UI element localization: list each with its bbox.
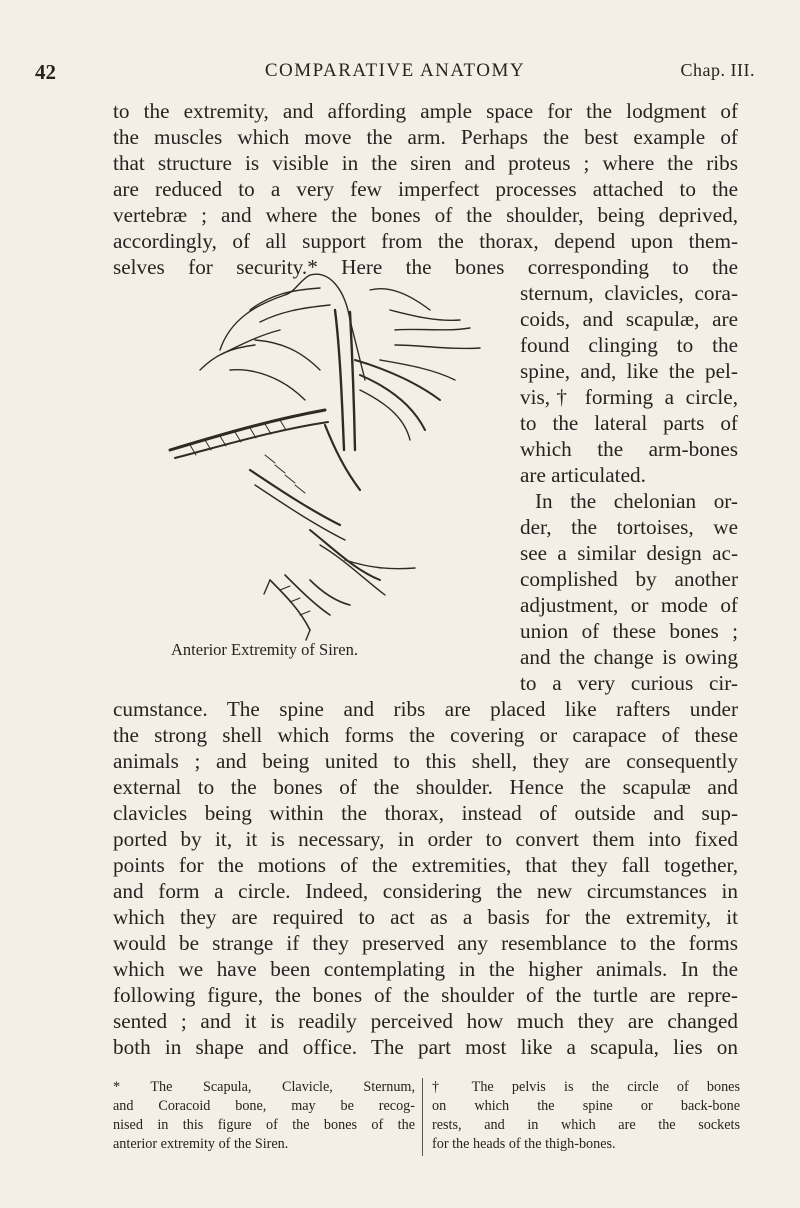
text-line: coids, and scapulæ, are: [520, 307, 738, 331]
page-number: 42: [35, 60, 56, 84]
figure-caption: Anterior Extremity of Siren.: [171, 640, 358, 659]
text-line: which the arm-bones: [520, 437, 738, 461]
text-line: are reduced to a very few imperfect processes attached to the: [113, 177, 738, 201]
text-line: to the extremity, and affording ample space for the lodgment of: [113, 99, 738, 123]
text-line: to the lateral parts of: [520, 411, 738, 435]
footnote-line: rests, and in which are the sockets: [432, 1117, 740, 1133]
text-line: clavicles being within the thorax, instead of outside and sup-: [113, 801, 738, 825]
text-line: found clinging to the: [520, 333, 738, 357]
footnote-line: † The pelvis is the circle of bones: [432, 1079, 740, 1095]
text-line: vertebræ ; and where the bones of the shoulder, being deprived,: [113, 203, 738, 227]
text-line: are articulated.: [520, 463, 646, 487]
footnote-divider: [422, 1078, 423, 1156]
footnote-line: * The Scapula, Clavicle, Sternum,: [113, 1079, 415, 1095]
text-line: selves for security.* Here the bones corresponding to the: [113, 255, 738, 279]
text-line: spine, and, like the pel-: [520, 359, 738, 383]
text-line: external to the bones of the shoulder. Hence the scapulæ and: [113, 775, 738, 799]
footnote-line: anterior extremity of the Siren.: [113, 1136, 289, 1152]
text-line: complished by another: [520, 567, 738, 591]
text-line: that structure is visible in the siren and proteus ; where the ribs: [113, 151, 738, 175]
text-line: would be strange if they preserved any resemblance to the forms: [113, 931, 738, 955]
text-line: points for the motions of the extremities, that they fall together,: [113, 853, 738, 877]
text-line: following figure, the bones of the shoulder of the turtle are repre-: [113, 983, 738, 1007]
text-line: der, the tortoises, we: [520, 515, 738, 539]
footnote-line: nised in this figure of the bones of the: [113, 1117, 415, 1133]
text-line: accordingly, of all support from the thorax, depend upon them-: [113, 229, 738, 253]
text-line: which they are required to act as a basis for the extremity, it: [113, 905, 738, 929]
footnote-line: for the heads of the thigh-bones.: [432, 1136, 616, 1152]
text-line: and the change is owing: [520, 645, 738, 669]
text-line: adjustment, or mode of: [520, 593, 738, 617]
text-line: which we have been contemplating in the higher animals. In the: [113, 957, 738, 981]
text-line: ported by it, it is necessary, in order to convert them into fixed: [113, 827, 738, 851]
text-line: the strong shell which forms the covering or carapace of these: [113, 723, 738, 747]
running-title: COMPARATIVE ANATOMY: [264, 60, 526, 81]
text-line: the muscles which move the arm. Perhaps the best example of: [113, 125, 738, 149]
text-line: sented ; and it is readily perceived how much they are changed: [113, 1009, 738, 1033]
text-line: vis,† forming a circle,: [520, 385, 738, 409]
siren-bones-illustration: [160, 250, 505, 645]
text-line: In the chelonian or-: [535, 489, 738, 513]
text-line: union of these bones ;: [520, 619, 738, 643]
text-line: cumstance. The spine and ribs are placed like rafters under: [113, 697, 738, 721]
footnote-line: on which the spine or back-bone: [432, 1098, 740, 1114]
text-line: and form a circle. Indeed, considering the new circumstances in: [113, 879, 738, 903]
text-line: both in shape and office. The part most like a scapula, lies on: [113, 1035, 738, 1059]
text-line: animals ; and being united to this shell, they are consequently: [113, 749, 738, 773]
running-header: [35, 60, 755, 86]
chapter-label: Chap. III.: [680, 60, 755, 80]
text-line: to a very curious cir-: [520, 671, 738, 695]
text-line: sternum, clavicles, cora-: [520, 281, 738, 305]
text-line: see a similar design ac-: [520, 541, 738, 565]
footnote-line: and Coracoid bone, may be recog-: [113, 1098, 415, 1114]
